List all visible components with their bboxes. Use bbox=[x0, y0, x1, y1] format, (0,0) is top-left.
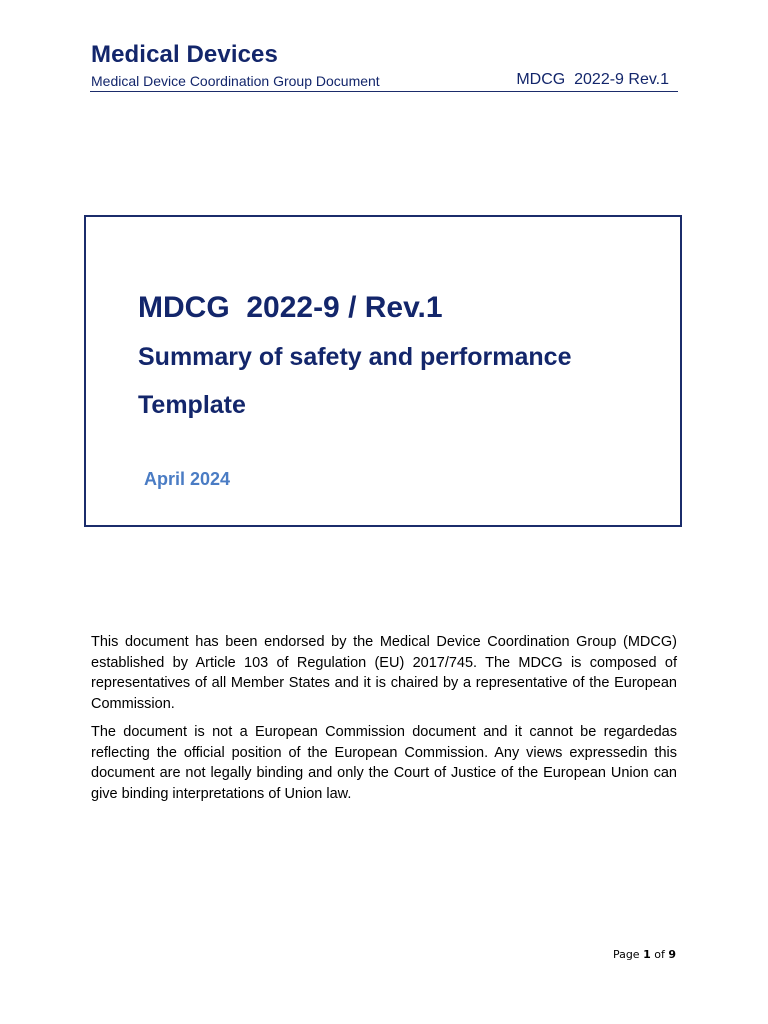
page-of: of bbox=[654, 948, 665, 961]
disclaimer-paragraph: The document is not a European Commission document and it cannot be regardedas reflecting the official position of the European Commission. Any views expressedin this document are not legally binding and only the Court of Justice of the European Union can give binding interpretations of Union law. bbox=[91, 724, 677, 802]
document-code: MDCG 2022-9 / Rev.1 bbox=[138, 291, 443, 324]
header-subtitle: Medical Device Coordination Group Document bbox=[91, 73, 380, 89]
header-document-reference: MDCG 2022-9 Rev.1 bbox=[516, 71, 669, 88]
page-current: 1 bbox=[643, 948, 651, 961]
endorsement-paragraph: This document has been endorsed by the Medical Device Coordination Group (MDCG) established by Article 103 of Regulation (EU) 2017/745. The MDCG is composed of representatives of all Member States and it is chaired by a representative of the European Commission. bbox=[91, 634, 677, 712]
document-title-line-1: Summary of safety and performance bbox=[138, 343, 572, 371]
document-date: April 2024 bbox=[144, 469, 231, 489]
page-number bbox=[613, 948, 676, 961]
page-total: 9 bbox=[668, 948, 676, 961]
document-title-line-2: Template bbox=[138, 391, 246, 419]
page-label: Page bbox=[612, 948, 640, 961]
header-title: Medical Devices bbox=[91, 41, 278, 68]
header-divider bbox=[90, 91, 678, 92]
